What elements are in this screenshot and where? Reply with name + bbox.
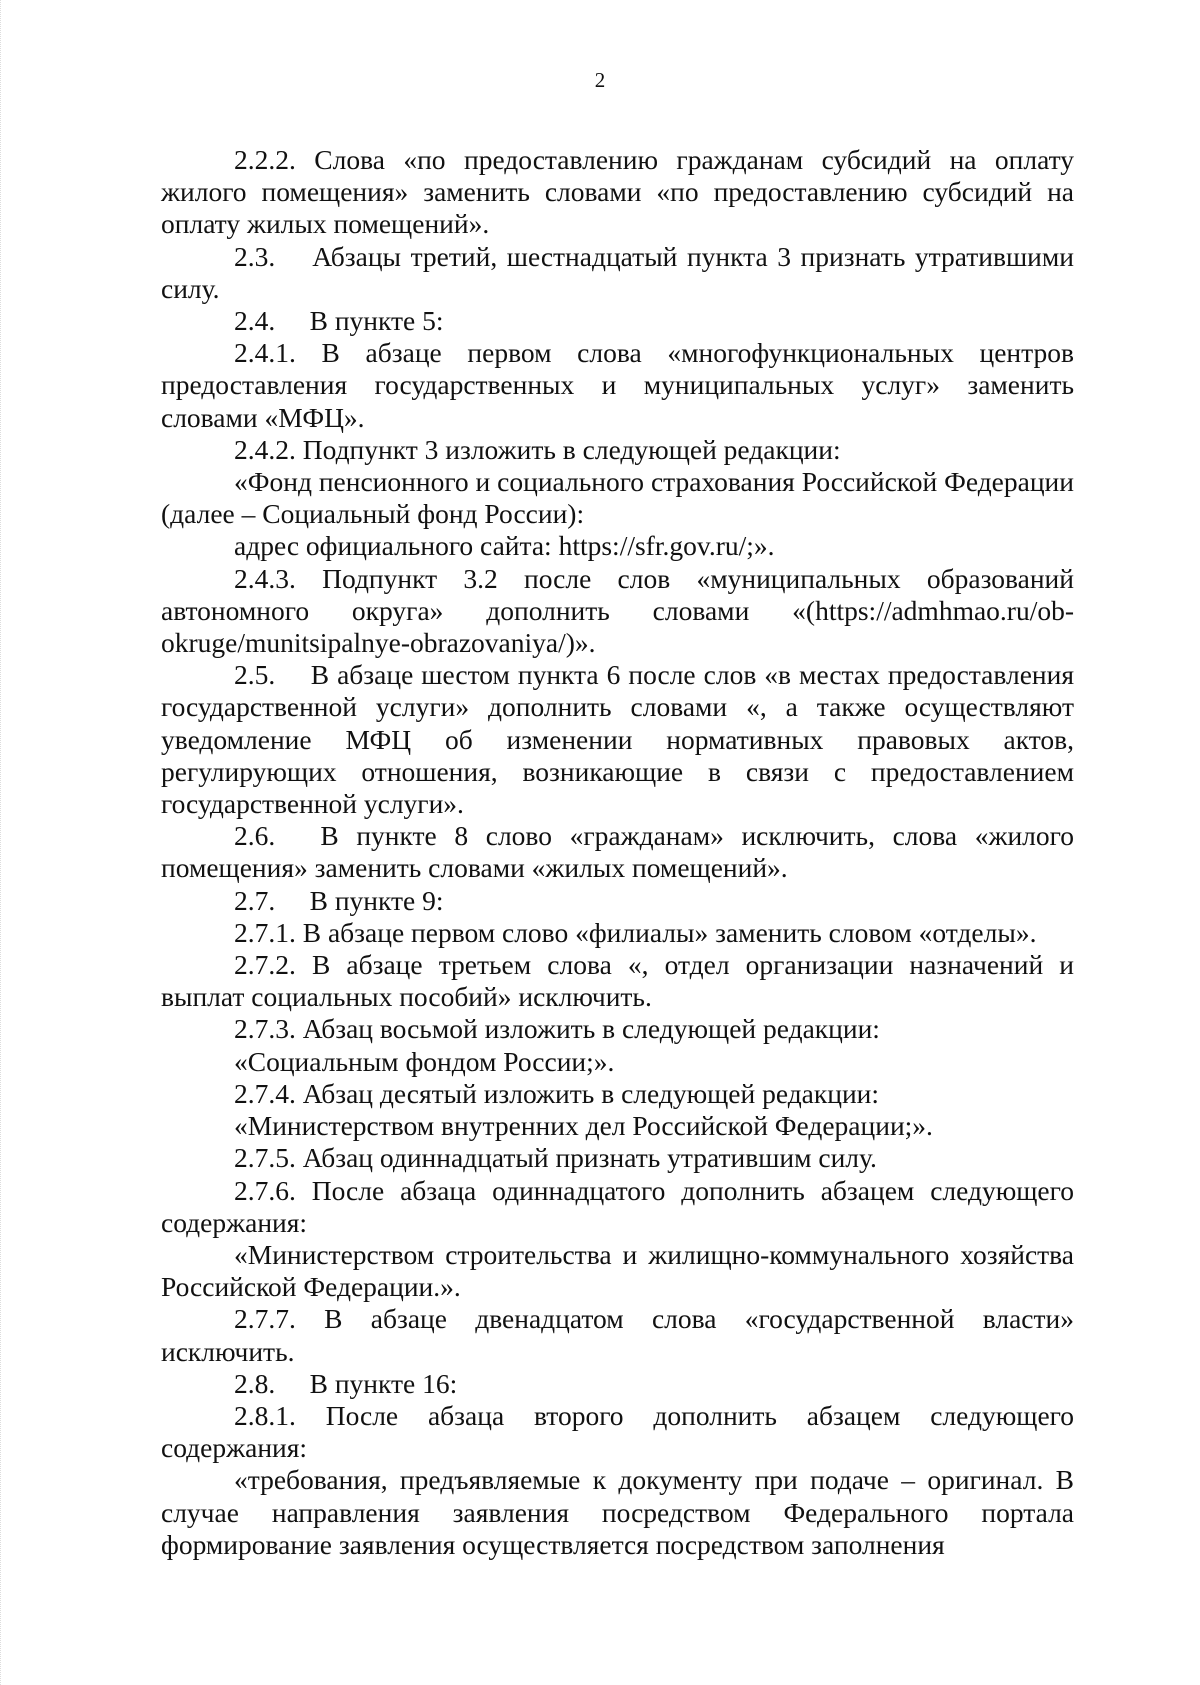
paragraph-2-7-1: 2.7.1. В абзаце первом слово «филиалы» заменить словом «отделы». [234, 916, 1037, 948]
paragraph-2-7-4: 2.7.4. Абзац десятый изложить в следующей редакции: [234, 1077, 880, 1109]
paragraph-2-4-1: 2.4.1. В абзаце первом слова «многофункциональных центров предоставления государственных и муниципальных услуг» заменить словами «МФЦ». [161, 337, 1074, 433]
paragraph-2-8: 2.8. В пункте 16: [234, 1367, 458, 1399]
document-body [161, 144, 1074, 1561]
quoted-construction-ministry: «Министерством строительства и жилищно-коммунального хозяйства Российской Федерации.». [161, 1238, 1074, 1303]
scan-edge-artifact [0, 0, 10, 1685]
paragraph-2-3: 2.3. Абзацы третий, шестнадцатый пункта 3 признать утратившими силу. [161, 240, 1074, 304]
page-number: 2 [594, 68, 606, 92]
paragraph-2-7-2: 2.7.2. В абзаце третьем слова «, отдел организации назначений и выплат социальных пособий» исключить. [161, 949, 1074, 1013]
paragraph-2-7-7: 2.7.7. В абзаце двенадцатом слова «государственной власти» исключить. [161, 1303, 1074, 1367]
quoted-social-fund: «Социальным фондом России;». [234, 1045, 615, 1077]
paragraph-2-6: 2.6. В пункте 8 слово «гражданам» исключить, слова «жилого помещения» заменить словами «жилых помещений». [161, 820, 1074, 884]
paragraph-2-4-3: 2.4.3. Подпункт 3.2 после слов «муниципальных образований автономного округа» дополнить словами «(https://admhmao.ru/ob-okruge/munitsipalnye-obrazovaniya/)». [161, 562, 1074, 659]
paragraph-2-2-2: 2.2.2. Слова «по предоставлению гражданам субсидий на оплату жилого помещения» заменить словами «по предоставлению субсидий на оплату жилых помещений». [161, 144, 1074, 240]
paragraph-2-4-2: 2.4.2. Подпункт 3 изложить в следующей редакции: [234, 433, 841, 465]
paragraph-2-8-1: 2.8.1. После абзаца второго дополнить абзацем следующего содержания: [161, 1399, 1074, 1464]
paragraph-2-7-6: 2.7.6. После абзаца одиннадцатого дополнить абзацем следующего содержания: [161, 1174, 1074, 1238]
quoted-fund-name: «Фонд пенсионного и социального страхования Российской Федерации (далее – Социальный фонд России): [161, 466, 1074, 530]
paragraph-2-7-3: 2.7.3. Абзац восьмой изложить в следующей редакции: [234, 1013, 880, 1045]
quoted-document-requirements: «требования, предъявляемые к документу при подаче – оригинал. В случае направления заявления посредством Федерального портала формирование заявления осуществляется посредством заполнения [161, 1464, 1074, 1560]
paragraph-2-7-5: 2.7.5. Абзац одиннадцатый признать утратившим силу. [234, 1142, 877, 1174]
quoted-interior-ministry: «Министерством внутренних дел Российской Федерации;». [234, 1110, 933, 1142]
paragraph-2-7: 2.7. В пункте 9: [234, 884, 444, 916]
paragraph-2-5: 2.5. В абзаце шестом пункта 6 после слов «в местах предоставления государственной услуги» дополнить словами «, а также осуществляют уведомление МФЦ об изменении нормативных правовых актов, регулирующих отношения, возникающие в связи с предоставлением государственной услуги». [161, 659, 1074, 820]
quoted-website-address: адрес официального сайта: https://sfr.gov.ru/;». [234, 530, 775, 562]
paragraph-2-4: 2.4. В пункте 5: [234, 305, 444, 337]
